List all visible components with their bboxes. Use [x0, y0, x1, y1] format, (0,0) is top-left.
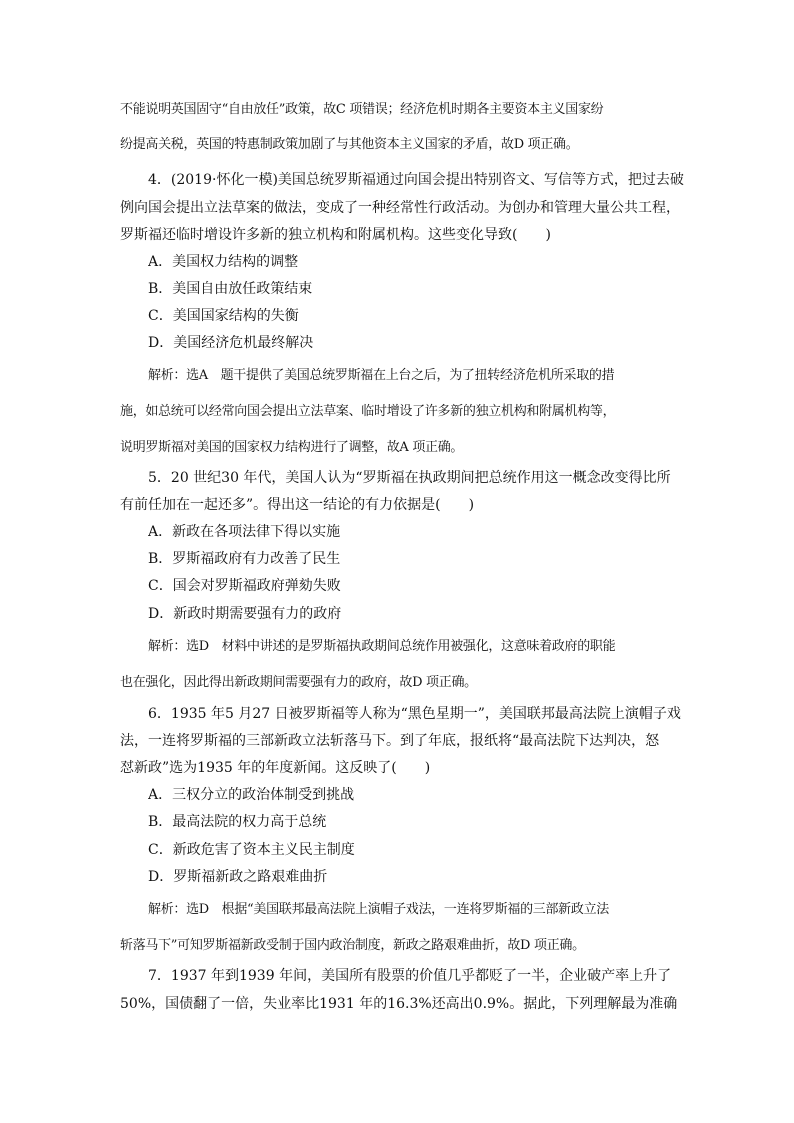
question-4-option-d: D．美国经济危机最终解决: [148, 335, 314, 351]
question-4-option-b: B．美国自由放任政策结束: [148, 281, 313, 297]
explanation-line: 纷提高关税，英国的特惠制政策加剧了与其他资本主义国家的矛盾，故D 项正确。: [120, 137, 579, 152]
question-6-stem: 6．1935 年5 月27 日被罗斯福等人称为“黑色星期一”，美国联邦最高法院上演帽子戏: [148, 706, 681, 722]
question-7-stem: 7．1937 年到1939 年间，美国所有股票的价值几乎都贬了一半，企业破产率上升了: [148, 968, 672, 984]
question-5-option-d: D．新政时期需要强有力的政府: [148, 606, 342, 622]
question-4-explanation: 施，如总统可以经常向国会提出立法草案、临时增设了许多新的独立机构和附属机构等，: [120, 404, 616, 419]
question-7-stem: 50%，国债翻了一倍，失业率比1931 年的16.3%还高出0.9%。据此，下列理解最为准确: [120, 996, 678, 1012]
question-5-stem: 有前任加在一起还多”。得出这一结论的有力依据是( ): [120, 497, 475, 513]
question-4-stem: 4．(2019·怀化一模)美国总统罗斯福通过向国会提出特别咨文、写信等方式，把过去破: [148, 172, 684, 188]
question-6-stem: 法，一连将罗斯福的三部新政立法斩落马下。到了年底，报纸将“最高法院下达判决，怒: [120, 733, 660, 749]
question-6-option-c: C．新政危害了资本主义民主制度: [148, 842, 355, 858]
question-4-option-c: C．美国国家结构的失衡: [148, 308, 299, 324]
question-4-explanation: 解析：选A 题干提供了美国总统罗斯福在上台之后，为了扭转经济危机所采取的措: [148, 368, 615, 383]
question-6-stem: 怼新政”选为1935 年的年度新闻。这反映了( ): [120, 760, 431, 776]
question-6-option-b: B．最高法院的权力高于总统: [148, 814, 327, 830]
question-4-stem: 例向国会提出立法草案的做法，变成了一种经常性行政活动。为创办和管理大量公共工程，: [120, 200, 680, 216]
question-4-option-a: A．美国权力结构的调整: [148, 254, 299, 270]
question-5-explanation: 也在强化，因此得出新政期间需要强有力的政府，故D 项正确。: [120, 675, 477, 690]
question-5-option-a: A．新政在各项法律下得以实施: [148, 524, 341, 540]
question-6-option-a: A．三权分立的政治体制受到挑战: [148, 787, 355, 803]
question-5-option-c: C．国会对罗斯福政府弹劾失败: [148, 578, 341, 594]
question-6-option-d: D．罗斯福新政之路艰难曲折: [148, 869, 328, 885]
question-5-option-b: B．罗斯福政府有力改善了民生: [148, 551, 341, 567]
question-6-explanation: 解析：选D 根据“美国联邦最高法院上演帽子戏法，一连将罗斯福的三部新政立法: [148, 902, 609, 917]
question-6-explanation: 斩落马下”可知罗斯福新政受制于国内政治制度，新政之路艰难曲折，故D 项正确。: [120, 938, 585, 953]
explanation-line: 不能说明英国固守“自由放任”政策，故C 项错误；经济危机时期各主要资本主义国家纷: [120, 102, 604, 117]
question-5-stem: 5．20 世纪30 年代，美国人认为“罗斯福在执政期间把总统作用这一概念改变得比所: [148, 470, 671, 486]
question-4-stem: 罗斯福还临时增设许多新的独立机构和附属机构。这些变化导致( ): [120, 227, 551, 243]
question-4-explanation: 说明罗斯福对美国的国家权力结构进行了调整，故A 项正确。: [120, 440, 464, 455]
question-5-explanation: 解析：选D 材料中讲述的是罗斯福执政期间总统作用被强化，这意味着政府的职能: [148, 639, 616, 654]
